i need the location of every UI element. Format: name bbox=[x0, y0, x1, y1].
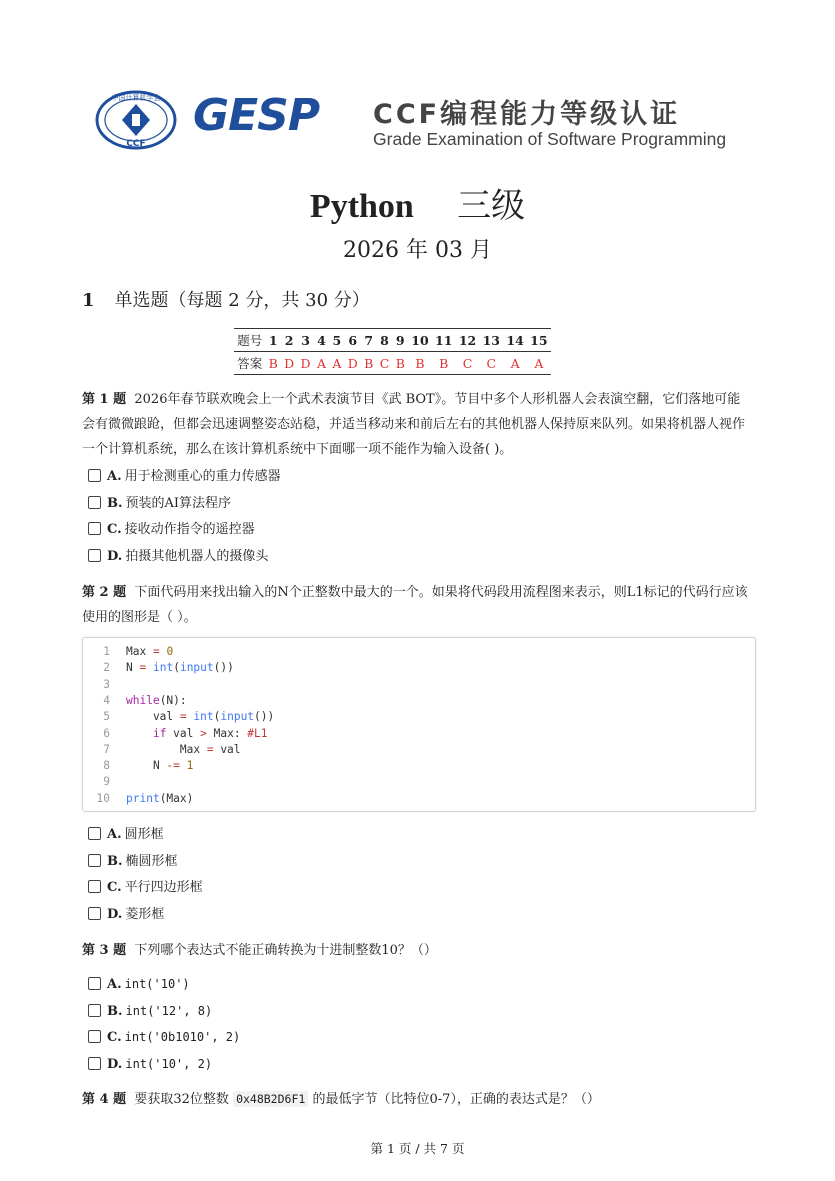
section-title: 单选题（每题 2 分，共 30 分） bbox=[114, 290, 370, 311]
answer-table-number: 7 bbox=[361, 329, 377, 352]
question-3-option-a[interactable]: A. int('10') bbox=[88, 975, 190, 993]
answer-table-number: 12 bbox=[456, 329, 480, 352]
question-1-option-c[interactable]: C. 接收动作指令的遥控器 bbox=[88, 521, 255, 539]
answer-table-number: 4 bbox=[314, 329, 329, 352]
exam-date: 2026 年 03 月 bbox=[343, 238, 492, 263]
code-line-number: 5 bbox=[103, 710, 110, 724]
question-3-text: 下列哪个表达式不能正确转换为十进制整数10？（） bbox=[134, 943, 437, 958]
exam-title bbox=[0, 178, 835, 227]
question-2-option-d[interactable]: D. 菱形框 bbox=[88, 906, 164, 924]
gesp-logo: GESP bbox=[193, 90, 320, 141]
exam-language: Python bbox=[309, 188, 414, 225]
answer-table-key: D bbox=[281, 352, 297, 375]
answer-table-number: 15 bbox=[527, 329, 551, 352]
question-1-text: 2026年春节联欢晚会上一个武术表演节目《武 BOT》。节目中多个人形机器人会表演空翻，它们落地可能会有微微踉跄，但都会迅速调整姿态站稳，并适当移动来和前后左右的其他机器人保持原来队列。如果将机器人视作一个计算机系统，那么在该计算机系统中下面哪一项不能作为输入设备( )。 bbox=[82, 392, 746, 457]
question-2-label: 第 2 题 bbox=[82, 585, 127, 600]
answer-table-key: B bbox=[265, 352, 281, 375]
exam-header bbox=[95, 88, 745, 158]
code-line-number: 1 bbox=[103, 645, 110, 658]
question-4-code: 0x48B2D6F1 bbox=[233, 1091, 308, 1107]
question-1-label: 第 1 题 bbox=[82, 392, 127, 407]
answer-table-number: 8 bbox=[377, 329, 393, 352]
answer-table-header-label: 题号 bbox=[234, 329, 265, 352]
answer-table-number: 3 bbox=[297, 329, 313, 352]
question-1-option-b[interactable]: B. 预装的AI算法程序 bbox=[88, 495, 231, 513]
checkbox-icon[interactable] bbox=[88, 1057, 101, 1070]
code-line-number: 6 bbox=[103, 726, 110, 740]
answer-table-number: 9 bbox=[393, 329, 409, 352]
answer-table-key: B bbox=[432, 352, 456, 375]
checkbox-icon[interactable] bbox=[88, 522, 101, 535]
question-3 bbox=[82, 938, 752, 963]
answer-table-number: 13 bbox=[479, 329, 503, 352]
checkbox-icon[interactable] bbox=[88, 1030, 101, 1043]
code-line: if val > Max: #L1 bbox=[152, 726, 268, 740]
code-line-number: 2 bbox=[103, 661, 110, 675]
question-3-option-d[interactable]: D. int('10', 2) bbox=[88, 1055, 212, 1073]
answer-table-number: 11 bbox=[432, 329, 456, 352]
code-line: Max = 0 bbox=[126, 645, 174, 658]
answer-table-key: B bbox=[408, 352, 432, 375]
code-block bbox=[82, 637, 756, 812]
checkbox-icon[interactable] bbox=[88, 854, 101, 867]
code-line: print(Max) bbox=[126, 791, 194, 805]
answer-table-number: 6 bbox=[345, 329, 361, 352]
answer-table-number: 2 bbox=[281, 329, 297, 352]
checkbox-icon[interactable] bbox=[88, 496, 101, 509]
question-1-option-a[interactable]: A. 用于检测重心的重力传感器 bbox=[88, 468, 281, 486]
exam-level: 三级 bbox=[457, 186, 526, 226]
answer-table-number: 14 bbox=[503, 329, 527, 352]
question-1-option-d[interactable]: D. 拍摄其他机器人的摄像头 bbox=[88, 548, 268, 566]
ccf-logo bbox=[95, 90, 177, 150]
code-line-number: 3 bbox=[103, 677, 110, 691]
answer-table-number: 5 bbox=[329, 329, 344, 352]
question-2-option-b[interactable]: B. 椭圆形框 bbox=[88, 853, 178, 871]
answer-table-key: A bbox=[314, 352, 329, 375]
question-4-label: 第 4 题 bbox=[82, 1092, 127, 1107]
question-2 bbox=[82, 580, 752, 630]
answer-table-key: D bbox=[297, 352, 313, 375]
code-line: while(N): bbox=[126, 693, 187, 707]
checkbox-icon[interactable] bbox=[88, 880, 101, 893]
question-3-option-b[interactable]: B. int('12', 8) bbox=[88, 1002, 212, 1020]
code-line-number: 9 bbox=[103, 775, 110, 789]
answer-table-key: D bbox=[345, 352, 361, 375]
answer-table-key: A bbox=[527, 352, 551, 375]
header-title-cn: CCF编程能力等级认证 bbox=[373, 99, 681, 130]
checkbox-icon[interactable] bbox=[88, 977, 101, 990]
answer-table-key: C bbox=[456, 352, 480, 375]
page-footer: 第 1 页 / 共 7 页 bbox=[370, 1141, 465, 1156]
answer-table-number: 10 bbox=[408, 329, 432, 352]
answer-table-number: 1 bbox=[265, 329, 281, 352]
answer-table-key: B bbox=[393, 352, 409, 375]
ccf-logo-text: 中国计算机学会 bbox=[111, 94, 161, 102]
checkbox-icon[interactable] bbox=[88, 827, 101, 840]
question-3-option-c[interactable]: C. int('0b1010', 2) bbox=[88, 1028, 240, 1046]
question-4: 第 4 题 要获取32位整数 0x48B2D6F1 的最低字节（比特位0-7），正确的表达式是？（） bbox=[82, 1092, 600, 1107]
code-line: N = int(input()) bbox=[126, 661, 234, 675]
ccf-logo-abbr: CCF bbox=[126, 139, 146, 149]
header-title-en: Grade Examination of Software Programming bbox=[373, 129, 727, 149]
section-heading bbox=[82, 286, 370, 312]
answer-table-key: B bbox=[361, 352, 377, 375]
checkbox-icon[interactable] bbox=[88, 1004, 101, 1017]
question-2-option-c[interactable]: C. 平行四边形框 bbox=[88, 879, 203, 897]
code-line-number: 8 bbox=[103, 759, 110, 773]
answer-table-key: C bbox=[377, 352, 393, 375]
code-line-number: 4 bbox=[103, 693, 110, 707]
question-1 bbox=[82, 387, 752, 462]
question-3-label: 第 3 题 bbox=[82, 943, 127, 958]
checkbox-icon[interactable] bbox=[88, 549, 101, 562]
code-line-number: 7 bbox=[103, 742, 110, 756]
question-2-text: 下面代码用来找出输入的N个正整数中最大的一个。如果将代码段用流程图来表示，则L1标记的代码行应该使用的图形是（ ）。 bbox=[82, 585, 748, 625]
section-number: 1 bbox=[82, 290, 95, 311]
answer-table-key: A bbox=[503, 352, 527, 375]
answer-table-key: A bbox=[329, 352, 344, 375]
question-2-option-a[interactable]: A. 圆形框 bbox=[88, 826, 164, 844]
answer-table bbox=[234, 328, 551, 375]
code-line-number: 10 bbox=[96, 791, 110, 805]
answer-table-key: C bbox=[479, 352, 503, 375]
code-line: N -= 1 bbox=[126, 759, 194, 773]
checkbox-icon[interactable] bbox=[88, 907, 101, 920]
checkbox-icon[interactable] bbox=[88, 469, 101, 482]
code-line: val = int(input()) bbox=[126, 710, 275, 724]
code-line: Max = val bbox=[126, 742, 241, 756]
answer-table-answer-label: 答案 bbox=[234, 352, 265, 375]
